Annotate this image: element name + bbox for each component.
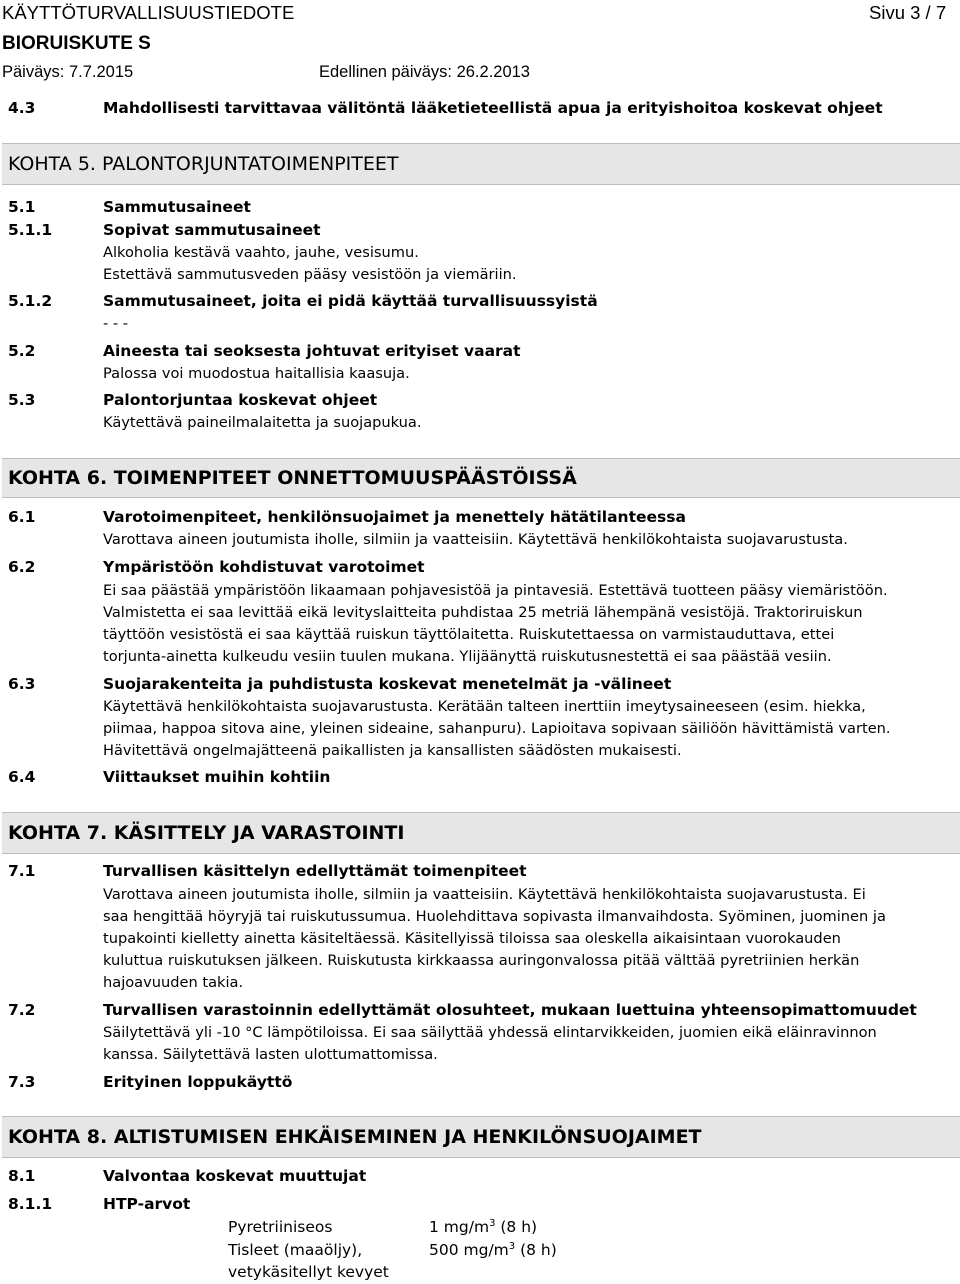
body-line: Hävitettävä ongelmajätteenä paikallisten ja kansallisten säädösten mukaisesti.	[103, 742, 682, 759]
subsection-title: Sopivat sammutusaineet	[103, 221, 321, 239]
body-line: kanssa. Säilytettävä lasten ulottumattomissa.	[103, 1046, 438, 1063]
section-8-title: KOHTA 8. ALTISTUMISEN EHKÄISEMINEN JA HENKILÖNSUOJAIMET	[8, 1126, 702, 1148]
body-line: Palossa voi muodostua haitallisia kaasuja.	[103, 365, 410, 382]
subsection-title: Ympäristöön kohdistuvat varotoimet	[103, 558, 425, 576]
subsection-title: Mahdollisesti tarvittavaa välitöntä lääketieteellistä apua ja erityishoitoa koskevat ohjeet	[103, 99, 883, 117]
subsection-number: 6.2	[8, 558, 36, 576]
body-line: Ei saa päästää ympäristöön likaamaan pohjavesistöä ja pintavesiä. Estettävä tuotteen pääsy viemäristöön.	[103, 582, 888, 599]
section-5-title: KOHTA 5. PALONTORJUNTATOIMENPITEET	[8, 153, 399, 175]
subsection-number: 5.1	[8, 198, 36, 216]
body-line: torjunta-ainetta kulkeudu vesiin tuulen mukana. Ylijäänyttä ruiskutusnestettä ei saa päästää vesiin.	[103, 648, 832, 665]
document-type: KÄYTTÖTURVALLISUUSTIEDOTE	[2, 2, 295, 23]
issue-date: Päiväys: 7.7.2015	[2, 63, 134, 81]
subsection-title: Suojarakenteita ja puhdistusta koskevat menetelmät ja -välineet	[103, 675, 672, 693]
page-number: Sivu 3 / 7	[869, 2, 947, 23]
body-line: Estettävä sammutusveden pääsy vesistöön ja viemäriin.	[103, 266, 517, 283]
body-line: tupakointi kielletty ainetta käsiteltäessä. Käsitellyissä tiloissa saa oleskella aikaisintaan vuorokauden	[103, 930, 841, 947]
subsection-title: Aineesta tai seoksesta johtuvat erityiset vaarat	[103, 342, 521, 360]
subsection-number: 7.3	[8, 1073, 36, 1091]
section-7-title: KOHTA 7. KÄSITTELY JA VARASTOINTI	[8, 822, 405, 844]
subsection-number: 6.3	[8, 675, 36, 693]
subsection-title: Palontorjuntaa koskevat ohjeet	[103, 391, 378, 409]
subsection-title: Turvallisen varastoinnin edellyttämät olosuhteet, mukaan luettuina yhteensopimattomuudet	[103, 1001, 917, 1019]
htp-value: 1 $mg/m^3$ (8 h)	[429, 1218, 538, 1236]
body-line: saa hengittää höyryjä tai ruiskutussumua. Huolehdittava sopivasta ilmanvaihdosta. Syöminen, juominen ja	[103, 908, 886, 925]
subsection-number: 8.1.1	[8, 1195, 53, 1213]
section-6-title: KOHTA 6. TOIMENPITEET ONNETTOMUUSPÄÄSTÖISSÄ	[8, 467, 577, 489]
htp-value: 500 $mg/m^3$ (8 h)	[429, 1241, 557, 1259]
subsection-number: 5.2	[8, 342, 36, 360]
substance-name: Pyretriiniseos	[228, 1218, 333, 1236]
body-line: täyttöön vesistöstä ei saa käyttää ruiskun täyttölaitetta. Ruiskutettaessa on varmistauduttava, ettei	[103, 626, 835, 643]
subsection-title: HTP-arvot	[103, 1195, 191, 1213]
body-line: Säilytettävä yli -10 °C lämpötiloissa. Ei saa säilyttää yhdessä elintarvikkeiden, juomien eikä eläinravinnon	[103, 1024, 877, 1041]
subsection-number: 5.1.1	[8, 221, 53, 239]
product-name: BIORUISKUTE S	[2, 33, 151, 54]
subsection-title: Sammutusaineet, joita ei pidä käyttää turvallisuussyistä	[103, 292, 598, 310]
subsection-title: Turvallisen käsittelyn edellyttämät toimenpiteet	[103, 862, 527, 880]
subsection-number: 6.1	[8, 508, 36, 526]
subsection-number: 7.1	[8, 862, 36, 880]
subsection-title: Valvontaa koskevat muuttujat	[103, 1167, 367, 1185]
subsection-number: 7.2	[8, 1001, 36, 1019]
body-line: Varottava aineen joutumista iholle, silmiin ja vaatteisiin. Käytettävä henkilökohtaista suojavarustusta. Ei	[103, 886, 866, 903]
body-line: - - -	[103, 315, 129, 332]
previous-date: Edellinen päiväys: 26.2.2013	[319, 63, 530, 81]
subsection-title: Viittaukset muihin kohtiin	[103, 768, 331, 786]
body-line: hajoavuuden takia.	[103, 974, 244, 991]
body-line: Varottava aineen joutumista iholle, silmiin ja vaatteisiin. Käytettävä henkilökohtaista suojavarustusta.	[103, 531, 848, 548]
subsection-number: 5.1.2	[8, 292, 53, 310]
body-line: kuluttua ruiskutuksen jälkeen. Ruiskutusta kirkkaassa auringonvalossa pitää välttää pyretriinien herkän	[103, 952, 860, 969]
subsection-number: 6.4	[8, 768, 36, 786]
body-line: Valmistetta ei saa levittää eikä levityslaitteita puhdistaa 25 metriä lähempänä vesistöjä. Traktoriruiskun	[103, 604, 863, 621]
subsection-title: Erityinen loppukäyttö	[103, 1073, 293, 1091]
subsection-number: 5.3	[8, 391, 36, 409]
subsection-title: Varotoimenpiteet, henkilönsuojaimet ja menettely hätätilanteessa	[103, 508, 686, 526]
subsection-number: 4.3	[8, 99, 36, 117]
subsection-number: 8.1	[8, 1167, 36, 1185]
substance-name: vetykäsitellyt kevyet	[228, 1263, 389, 1281]
body-line: Alkoholia kestävä vaahto, jauhe, vesisumu.	[103, 244, 419, 261]
substance-name: Tisleet (maaöljy),	[228, 1241, 363, 1259]
body-line: piimaa, happoa sitova aine, yleinen sideaine, sahanpuru). Lapioitava sopivaan säiliöön hävittämistä varten.	[103, 720, 891, 737]
subsection-title: Sammutusaineet	[103, 198, 251, 216]
body-line: Käytettävä henkilökohtaista suojavarustusta. Kerätään talteen inerttiin imeytysaineeseen (esim. hiekka,	[103, 698, 866, 715]
body-line: Käytettävä paineilmalaitetta ja suojapukua.	[103, 414, 422, 431]
